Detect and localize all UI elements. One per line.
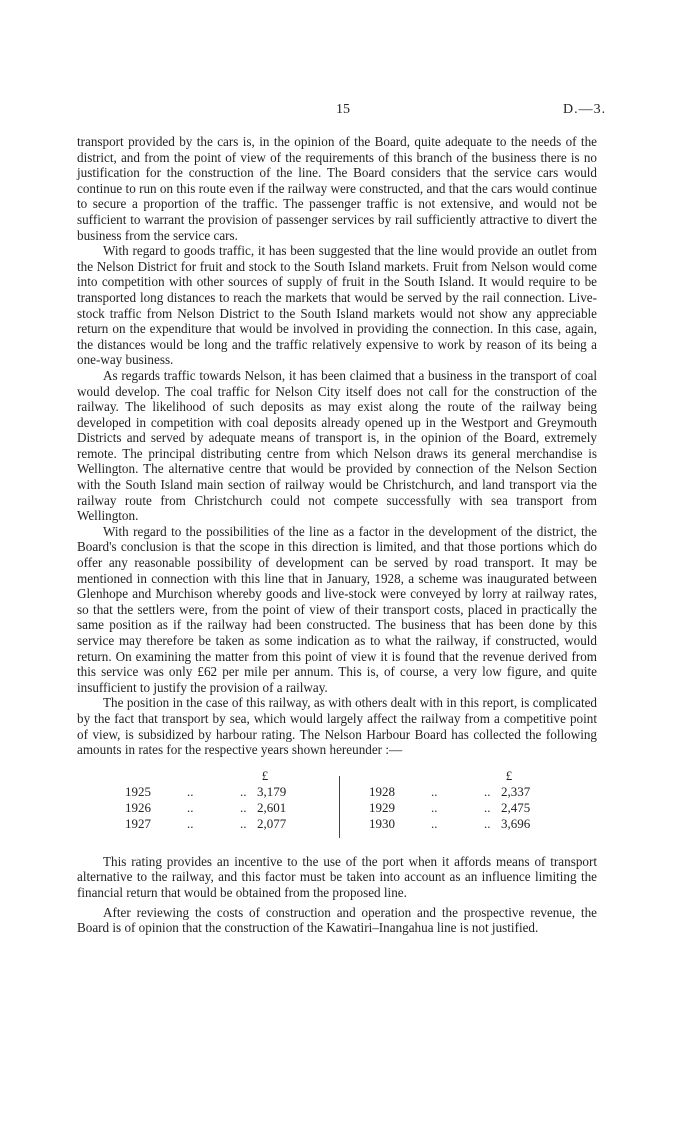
leader-dots: ..: [240, 799, 247, 815]
paragraph-port-incentive: This rating provides an incentive to the use of the port when it affords means of transport alternative to the railway, and this factor must be taken into account as an influence limiting the financial return that would be obtained from the proposed line.: [77, 853, 597, 900]
table-year: 1929: [369, 799, 395, 815]
table-amount: 3,696: [501, 815, 531, 831]
paragraph-passenger-traffic: transport provided by the cars is, in the opinion of the Board, quite adequate to the needs of the district, and from the point of view of the requirements of this branch of the business there is no justification for the construction of the line. The Board considers that the service cars would continue to run on this route even if the railway were constructed, and that the cars would continue to secure a proportion of the traffic. The passenger traffic is not extensive, and would not be sufficient to warrant the provision of passenger services by rail sufficiently attractive to divert the business from the service cars.: [77, 134, 597, 243]
currency-unit-label: £: [505, 767, 513, 783]
currency-unit-label: £: [261, 767, 269, 783]
leader-dots: ..: [240, 783, 247, 799]
table-row: [125, 800, 345, 816]
table-year: 1926: [125, 799, 151, 815]
leader-dots: ..: [187, 815, 194, 831]
page-header: [0, 102, 700, 122]
table-year: 1927: [125, 815, 151, 831]
harbour-rates-table: [77, 768, 597, 844]
paragraph-goods-traffic: With regard to goods traffic, it has been suggested that the line would provide an outlet from the Nelson District for fruit and stock to the South Island markets. Fruit from Nelson would come into competition with other sources of supply of fruit in the South Island. It would require to be transported long distances to reach the markets that would be served by the rail connection. Live-stock traffic from Nelson District to the South Island markets would not show any appreciable return on the expenditure that would be involved in providing the connection. In this case, again, the distances would be long and the traffic relatively expensive to work by reason of its being a one-way business.: [77, 243, 597, 368]
table-divider: [339, 776, 340, 838]
table-amount: 3,179: [257, 783, 287, 799]
table-year: 1925: [125, 783, 151, 799]
leader-dots: ..: [431, 815, 438, 831]
document-body: [77, 134, 597, 936]
table-year: 1928: [369, 783, 395, 799]
table-row: [125, 784, 345, 800]
leader-dots: ..: [187, 783, 194, 799]
page-number: 15: [336, 102, 350, 117]
leader-dots: ..: [484, 783, 491, 799]
table-row: [369, 784, 589, 800]
table-year: 1930: [369, 815, 395, 831]
paragraph-development: With regard to the possibilities of the line as a factor in the development of the district, the Board's conclusion is that the scope in this direction is limited, and that those portions which do offer any reasonable possibility of development can be served by road transport. It may be mentioned in connection with this line that in January, 1928, a scheme was inaugurated between Glenhope and Murchison whereby goods and live-stock were conveyed by lorry at railway rates, so that the settlers were, from the point of view of their transport costs, placed in practically the same position as if the railway had been constructed. The business that has been done by this service may therefore be taken as some indication as to what the railway, if constructed, would return. On examining the matter from this point of view it is found that the revenue derived from this service was only £62 per mile per annum. This is, of course, a very low figure, and quite insufficient to justify the provision of a railway.: [77, 523, 597, 695]
paragraph-harbour-rating: The position in the case of this railway, as with others dealt with in this report, is complicated by the fact that transport by sea, which would largely affect the railway from a competitive point of view, is subsidized by harbour rating. The Nelson Harbour Board has collected the following amounts in rates for the respective years shown hereunder :—: [77, 695, 597, 758]
table-row: [369, 800, 589, 816]
table-amount: 2,475: [501, 799, 531, 815]
leader-dots: ..: [484, 799, 491, 815]
table-amount: 2,077: [257, 815, 287, 831]
leader-dots: ..: [431, 783, 438, 799]
leader-dots: ..: [431, 799, 438, 815]
leader-dots: ..: [187, 799, 194, 815]
table-row: [125, 816, 345, 832]
table-amount: 2,601: [257, 799, 287, 815]
table-row: [369, 816, 589, 832]
paragraph-conclusion: After reviewing the costs of construction and operation and the prospective revenue, the Board is of opinion that the construction of the Kawatiri–Inangahua line is not justified.: [77, 904, 597, 936]
table-amount: 2,337: [501, 783, 531, 799]
leader-dots: ..: [484, 815, 491, 831]
leader-dots: ..: [240, 815, 247, 831]
document-reference: D.—3.: [563, 102, 607, 117]
paragraph-coal-traffic: As regards traffic towards Nelson, it has been claimed that a business in the transport of coal would develop. The coal traffic for Nelson City itself does not call for the construction of the railway. The likelihood of such deposits as may exist along the route of the railway being developed in competition with coal deposits already opened up in the Westport and Greymouth Districts and served by adequate means of transport is, in the opinion of the Board, extremely remote. The principal distributing centre from which Nelson draws its general merchandise is Wellington. The alternative centre that would be provided by connection of the Nelson Section with the South Island main section of railway would be Christchurch, and land transport via the railway route from Christchurch could not compete successfully with sea transport from Wellington.: [77, 367, 597, 524]
